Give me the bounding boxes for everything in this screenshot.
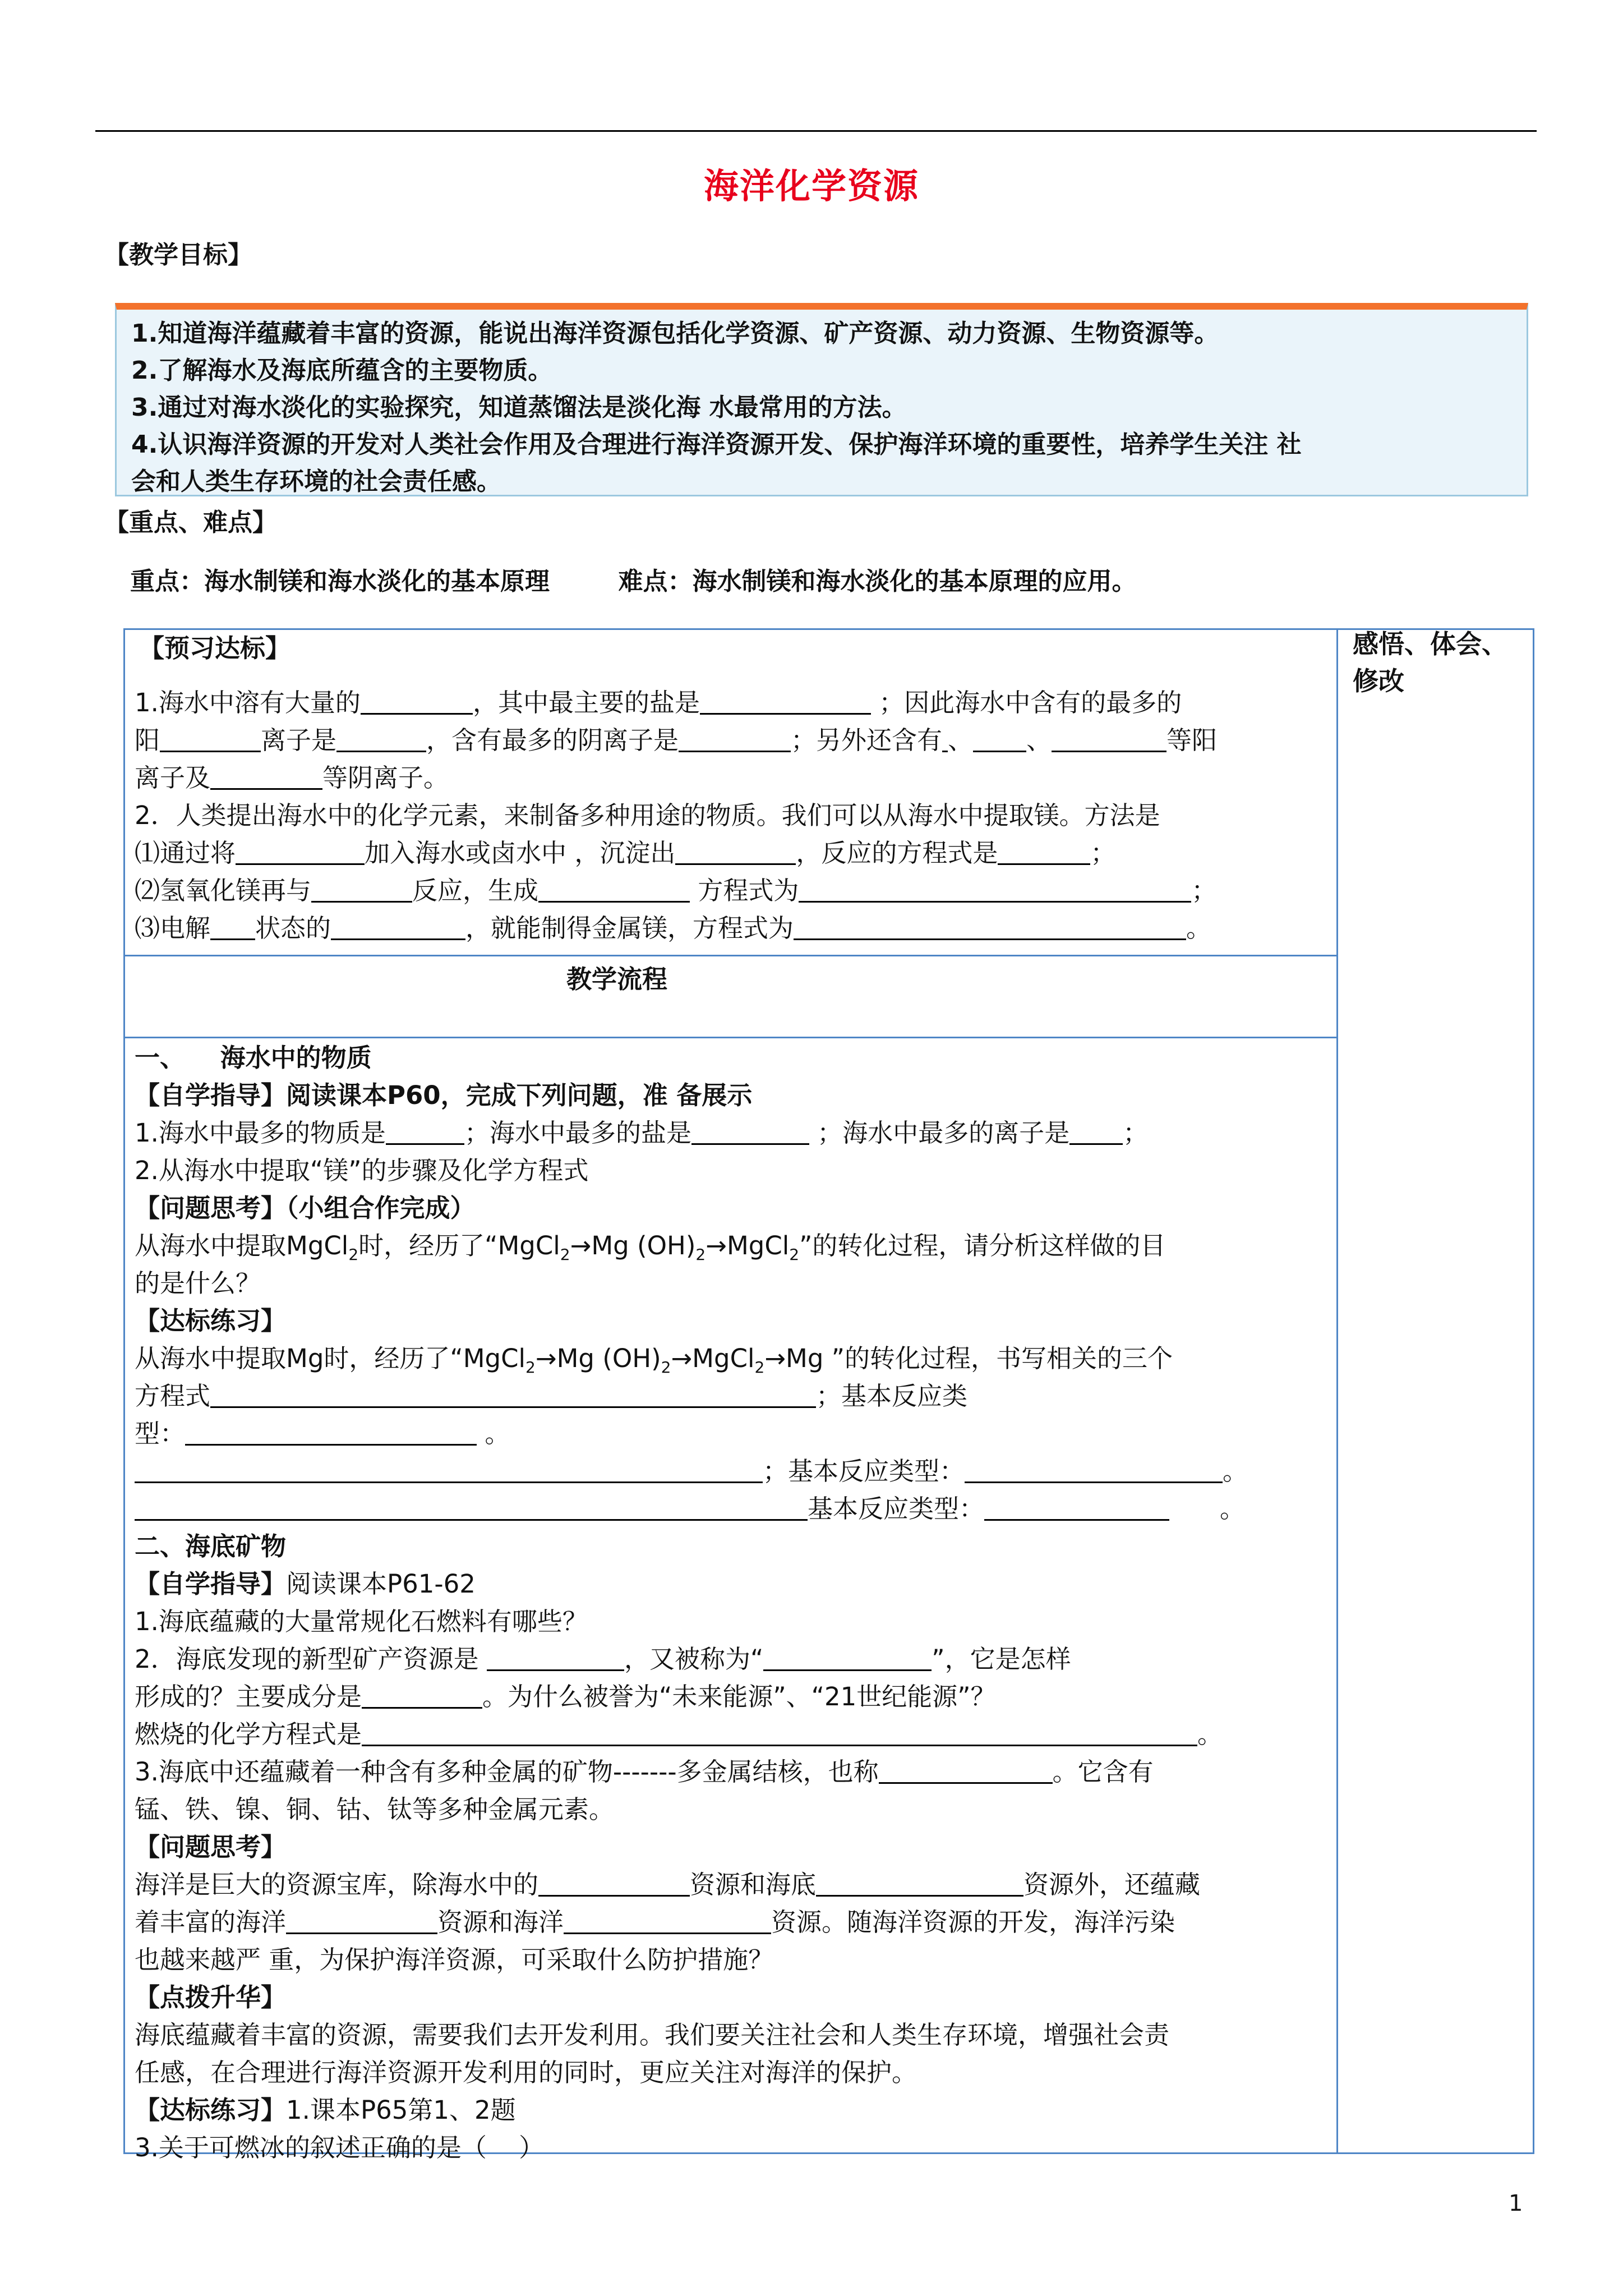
blank[interactable]: [362, 1681, 482, 1709]
preview-q2-intro: 2．人类提出海水中的化学元素，来制备多种用途的物质。我们可以从海水中提取镁。方法是: [135, 800, 1160, 830]
part1-practice-eq2: ；基本反应类型： 。: [135, 1452, 1324, 1490]
blank[interactable]: [1069, 1117, 1123, 1145]
objective-2: 2.了解海水及海底所蕴含的主要物质。: [131, 356, 553, 385]
blank[interactable]: [1052, 725, 1166, 752]
part2-q2-combust: 燃烧的化学方程式是 。: [135, 1719, 1223, 1749]
part2-q3: 3.海底中还蕴藏着一种含有多种金属的矿物-------多金属结核，也称 。它含有: [135, 1757, 1154, 1787]
blank[interactable]: [236, 838, 365, 865]
part1-q1: 1.海水中最多的物质是 ；海水中最多的盐是 ；海水中最多的离子是 ；: [135, 1118, 1149, 1148]
preview-cell: [135, 629, 1324, 947]
objective-1: 1.知道海洋蕴藏着丰富的资源，能说出海洋资源包括化学资源、矿产资源、动力资源、生物资源等。: [131, 319, 1219, 348]
part1-think: 【问题思考】（小组合作完成）: [135, 1193, 476, 1223]
preview-q1-line1: 1.海水中溶有大量的 ，其中最主要的盐是 ；因此海水中含有的最多的: [135, 688, 1182, 717]
flow-heading: 教学流程: [566, 964, 667, 994]
part1-practice-eq1-type: 型： 。: [135, 1419, 510, 1448]
blank[interactable]: [998, 838, 1090, 865]
blank[interactable]: [286, 1907, 437, 1934]
objective-4-cont: 会和人类生存环境的社会责任感。: [131, 467, 501, 496]
blank[interactable]: [160, 725, 261, 752]
blank[interactable]: [965, 1456, 1223, 1483]
part1-practice-eq1: 方程式 ；基本反应类: [135, 1381, 968, 1411]
part2-guide: 【自学指导】阅读课本P61-62: [135, 1569, 476, 1599]
part1-practice-q: 从海水中提取Mg时，经历了“MgCl$_2$→Mg $(OH)_2\to MgCl_2\to Mg$ ”的转化过程，书写相关的三个: [135, 1343, 1173, 1377]
blank[interactable]: [675, 838, 796, 865]
part2-think-2: 着丰富的海洋 资源和海洋 资源。随海洋资源的开发，海洋污染: [135, 1907, 1175, 1937]
blank[interactable]: [564, 1907, 771, 1934]
part2-q2-cont: 形成的？主要成分是 。为什么被誉为“未来能源”、“21世纪能源”？: [135, 1682, 996, 1711]
part2-heading: 二、海底矿物: [135, 1531, 287, 1561]
preview-q1-line2: 阳 离子是 ，含有最多的阴离子是 ；另外还含有 、 、 等阳: [135, 725, 1218, 755]
part2-think-heading: 【问题思考】: [135, 1832, 287, 1862]
part2-q3-cont: 锰、铁、镍、铜、钴、钛等多种金属元素。: [135, 1795, 615, 1824]
blank[interactable]: [942, 725, 948, 752]
blank[interactable]: [799, 875, 1191, 903]
part1-q2: 2.从海水中提取“镁”的步骤及化学方程式: [135, 1156, 589, 1185]
main-cell: [135, 1039, 1324, 2166]
preview-q1-line3: 离子及 等阴离子。: [135, 763, 449, 793]
table-row-divider-1: [123, 955, 1338, 956]
part2-point-heading: 【点拨升华】: [135, 1982, 287, 2012]
part2-practice-q3: 3.关于可燃冰的叙述正确的是（ ）: [135, 2133, 545, 2162]
blank[interactable]: [135, 1493, 808, 1521]
part2-point-2: 任感，在合理进行海洋资源开发利用的同时，更应关注对海洋的保护。: [135, 2058, 917, 2087]
header-rule: [95, 130, 1537, 132]
blank[interactable]: [679, 725, 791, 752]
blank[interactable]: [185, 1418, 477, 1446]
blank[interactable]: [135, 1456, 763, 1483]
keypoints-line: [130, 561, 1137, 597]
blank[interactable]: [362, 1719, 1197, 1746]
preview-q2-step2: ⑵氢氧化镁再与 反应，生成 方程式为 ；: [135, 876, 1217, 905]
blank[interactable]: [879, 1756, 1053, 1784]
part1-think-q-cont: 的是什么？: [135, 1268, 261, 1298]
blank[interactable]: [210, 1381, 816, 1408]
difficult-point: 难点：海水制镁和海水淡化的基本原理的应用。: [618, 567, 1137, 596]
table-row-divider-2: [123, 1037, 1338, 1038]
keypoints-heading: 【重点、难点】: [104, 508, 277, 537]
blank[interactable]: [336, 725, 426, 752]
objectives-heading: 【教学目标】: [104, 241, 252, 269]
table-column-divider: [1336, 628, 1338, 2154]
blank[interactable]: [361, 687, 473, 715]
preview-q2-step3: ⑶电解 状态的 ，就能制得金属镁，方程式为 。: [135, 913, 1212, 943]
blank[interactable]: [331, 913, 465, 940]
part2-practice: 【达标练习】1.课本P65第1、2题: [135, 2095, 516, 2125]
part2-q1: 1.海底蕴藏的大量常规化石燃料有哪些？: [135, 1607, 588, 1636]
blank[interactable]: [487, 1644, 624, 1671]
blank[interactable]: [984, 1493, 1169, 1521]
part1-practice-heading: 【达标练习】: [135, 1306, 287, 1336]
key-point: 重点：海水制镁和海水淡化的基本原理: [130, 567, 550, 596]
part1-think-q: 从海水中提取MgCl$_2$时，经历了“MgCl$_2$→Mg $(OH)_2\to MgCl_2$”的转化过程，请分析这样做的目: [135, 1231, 1166, 1264]
side-note-column: 感悟、体会、修改: [1353, 629, 1507, 696]
blank[interactable]: [311, 875, 412, 903]
part2-think-1: 海洋是巨大的资源宝库，除海水中的 资源和海底 资源外，还蕴藏: [135, 1870, 1201, 1899]
blank[interactable]: [691, 1117, 809, 1145]
part2-think-3: 也越来越严 重，为保护海洋资源，可采取什么防护措施？: [135, 1945, 774, 1975]
blank[interactable]: [210, 913, 255, 940]
part1-heading: 一、 海水中的物质: [135, 1043, 372, 1073]
part1-guide: 【自学指导】阅读课本P60，完成下列问题，准 备展示: [135, 1080, 753, 1110]
preview-q2-step1: ⑴通过将 加入海水或卤水中 ，沉淀出 ，反应的方程式是 ；: [135, 838, 1116, 868]
blank[interactable]: [700, 687, 871, 715]
part2-q2: 2．海底发现的新型矿产资源是 ，又被称为“ ”，它是怎样: [135, 1644, 1071, 1674]
blank[interactable]: [794, 913, 1186, 940]
objectives-box: [115, 303, 1528, 496]
part2-point-1: 海底蕴藏着丰富的资源，需要我们去开发利用。我们要关注社会和人类生存环境，增强社会责: [135, 2020, 1170, 2050]
page-number: 1: [1509, 2191, 1523, 2216]
blank[interactable]: [386, 1117, 464, 1145]
blank[interactable]: [763, 1644, 932, 1671]
blank[interactable]: [973, 725, 1026, 752]
preview-heading: 【预习达标】: [139, 633, 291, 663]
page-title: 海洋化学资源: [703, 165, 919, 206]
objective-3: 3.通过对海水淡化的实验探究，知道蒸馏法是淡化海 水最常用的方法。: [131, 393, 907, 422]
blank[interactable]: [816, 1869, 1023, 1897]
blank[interactable]: [538, 875, 690, 903]
blank[interactable]: [538, 1869, 690, 1897]
blank[interactable]: [210, 762, 322, 790]
part1-practice-eq3: 基本反应类型： 。: [135, 1490, 1324, 1527]
objective-4: 4.认识海洋资源的开发对人类社会作用及合理进行海洋资源开发、保护海洋环境的重要性，培养学生关注 社: [131, 430, 1302, 459]
flow-cell: [393, 960, 841, 998]
